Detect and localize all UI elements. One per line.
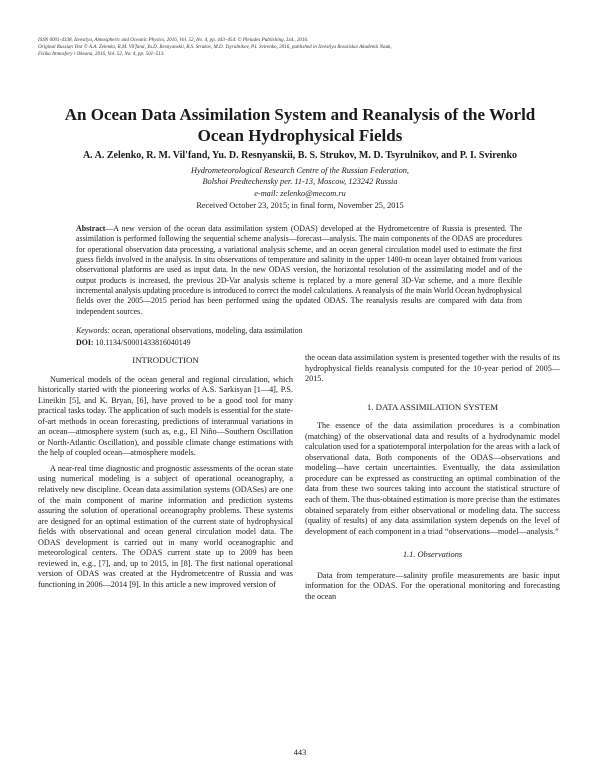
keywords-block (76, 325, 522, 348)
affiliation-email: e-mail: zelenko@mecom.ru (254, 188, 346, 198)
subsection-1-1-paragraph: Data from temperature—salinity profile measurements are basic input information for the ODAS. For the operational monitoring and forecasting the ocean (305, 570, 560, 601)
author-list: A. A. Zelenko, R. M. Vil'fand, Yu. D. Resnyanskii, B. S. Strukov, M. D. Tsyrulnikov, and P. I. Svirenko (82, 150, 518, 161)
abstract (76, 224, 522, 317)
journal-header (38, 37, 568, 59)
intro-paragraph-1: Numerical models of the ocean general and regional circulation, which historically started with the pioneering works of A.S. Sarkisyan [1—4], P.S. Lineikin [5], and K. Bryan, [6], have proved to be a good tool for many practical tasks today. The application of such models is essential for the state-of-art methods in ocean forecasting, predictions of interannual variations in an ocean—atmosphere system (such as, e.g., El Niño—Southern Oscillation or North-Atlantic Oscillation), and possible climate change estimations with the help of coupled ocean—atmosphere models. (38, 374, 293, 458)
article-title: An Ocean Data Assimilation System and Reanalysis of the World Ocean Hydrophysical Fields (64, 105, 536, 145)
keywords-text: ocean, operational observations, modeling, data assimilation (109, 326, 303, 335)
left-column (38, 355, 293, 595)
section-1-paragraph: The essence of the data assimilation procedures is a combination (matching) of the observational data and results of a hydrodynamic model calculation used for a spatiotemporal interpolation for the areas with a lack of observational data. Both components of the ODAS—observations and modeling—have certain uncertainties. Eventually, the data assimilation procedure can be expressed as constructing an optimal combination of the data from these two sources taking into account the statistical structure of each of them. The thus-obtained estimation is more precise than the estimates obtained separately from either observational or modeling data. The success (quality of results) of any data assimilation system depends on the level of development of each component in a triad “observations—model—analysis.” (305, 421, 560, 536)
subsection-1-1-heading: 1.1. Observations (402, 550, 463, 560)
abstract-text: —A new version of the ocean data assimilation system (ODAS) developed at the Hydrometcentre of Russia is presented. The assimilation is performed following the sequential scheme analysis—forecast—analysis. The main components of the ODAS are procedures for operational observation data processing, a variational analysis scheme, and an ocean general circulation model used to estimate the first guess fields involved in the analysis. In situ observations of temperature and salinity in the upper 1400-m ocean layer obtained from various observational platforms are used as input data. In the new ODAS version, the horizontal resolution of the assimilating model and of the output products is increased, the previous 2D-Var analysis scheme is replaced by a more general 3D-Var scheme, and a more flexible incremental analysis updating procedure is introduced to correct the model calculations. A reanalysis of the main World Ocean hydrophysical fields over the 2005—2015 period has been performed using the updated ODAS. The reanalysis results are compared with data from independent sources. (76, 224, 522, 316)
doi-text: 10.1134/S0001433816040149 (93, 337, 191, 347)
right-column (305, 353, 560, 607)
affiliation-institution: Hydrometeorological Research Centre of the Russian Federation, (191, 166, 409, 175)
header-line-3: Fizika Atmosfery i Okeana, 2016, Vol. 52, No. 4, pp. 501–513. (38, 51, 165, 58)
intro-continuation: the ocean data assimilation system is presented together with the results of its hydrophysical fields reanalysis computed for the 10-year period of 2005—2015. (305, 353, 560, 384)
abstract-label: Abstract (76, 224, 106, 233)
header-line-1: ISSN 0001-4338, Izvestiya, Atmospheric and Oceanic Physics, 2016, Vol. 52, No. 4, pp. 443–454. © Pleiades Publishing, Ltd., 2016. (38, 37, 309, 43)
section-1-heading: 1. DATA ASSIMILATION SYSTEM (366, 401, 499, 412)
received-dates: Received October 23, 2015; in final form, November 25, 2015 (196, 201, 404, 210)
affiliation (40, 165, 560, 199)
introduction-heading: INTRODUCTION (132, 355, 199, 365)
header-line-2: Original Russian Text © A.A. Zelenko, R.M. Vil'fand, Yu.D. Resnyanskii, B.S. Strukov, M.D. Tsyrulnikov, P.I. Svirenko, 2016, published in Izvestiya Rossiiskoi Akademii Nauk, (38, 44, 392, 51)
page-number: 443 (293, 748, 307, 757)
keywords-label: Keywords: (76, 326, 110, 335)
affiliation-address: Bolshoi Predtechensky per. 11-13, Moscow, 123242 Russia (202, 177, 398, 187)
doi-label: DOI: (76, 337, 94, 347)
intro-paragraph-2: A near-real time diagnostic and prognostic assessments of the ocean state using numerical modeling is a subject of operational oceanography, a relatively new discipline. Ocean data assimilation systems (ODASes) are one of the main component of marine information and prediction systems assuring the solution of operational oceanography problems. These systems are designed for an optimal estimation of the current state of hydrophysical fields with observational and ocean general circulation model data. The ODAS development is carried out in many world oceanographic and meteorological centers. The ODAS current state up to 2009 has been reviewed in, e.g., [7], and, up to 2015, in [8]. The first national operational version of ODAS was created at the Hydrometcentre of Russia and was functioning in 2006—2014 [9]. In this article a new improved version of (38, 463, 293, 589)
